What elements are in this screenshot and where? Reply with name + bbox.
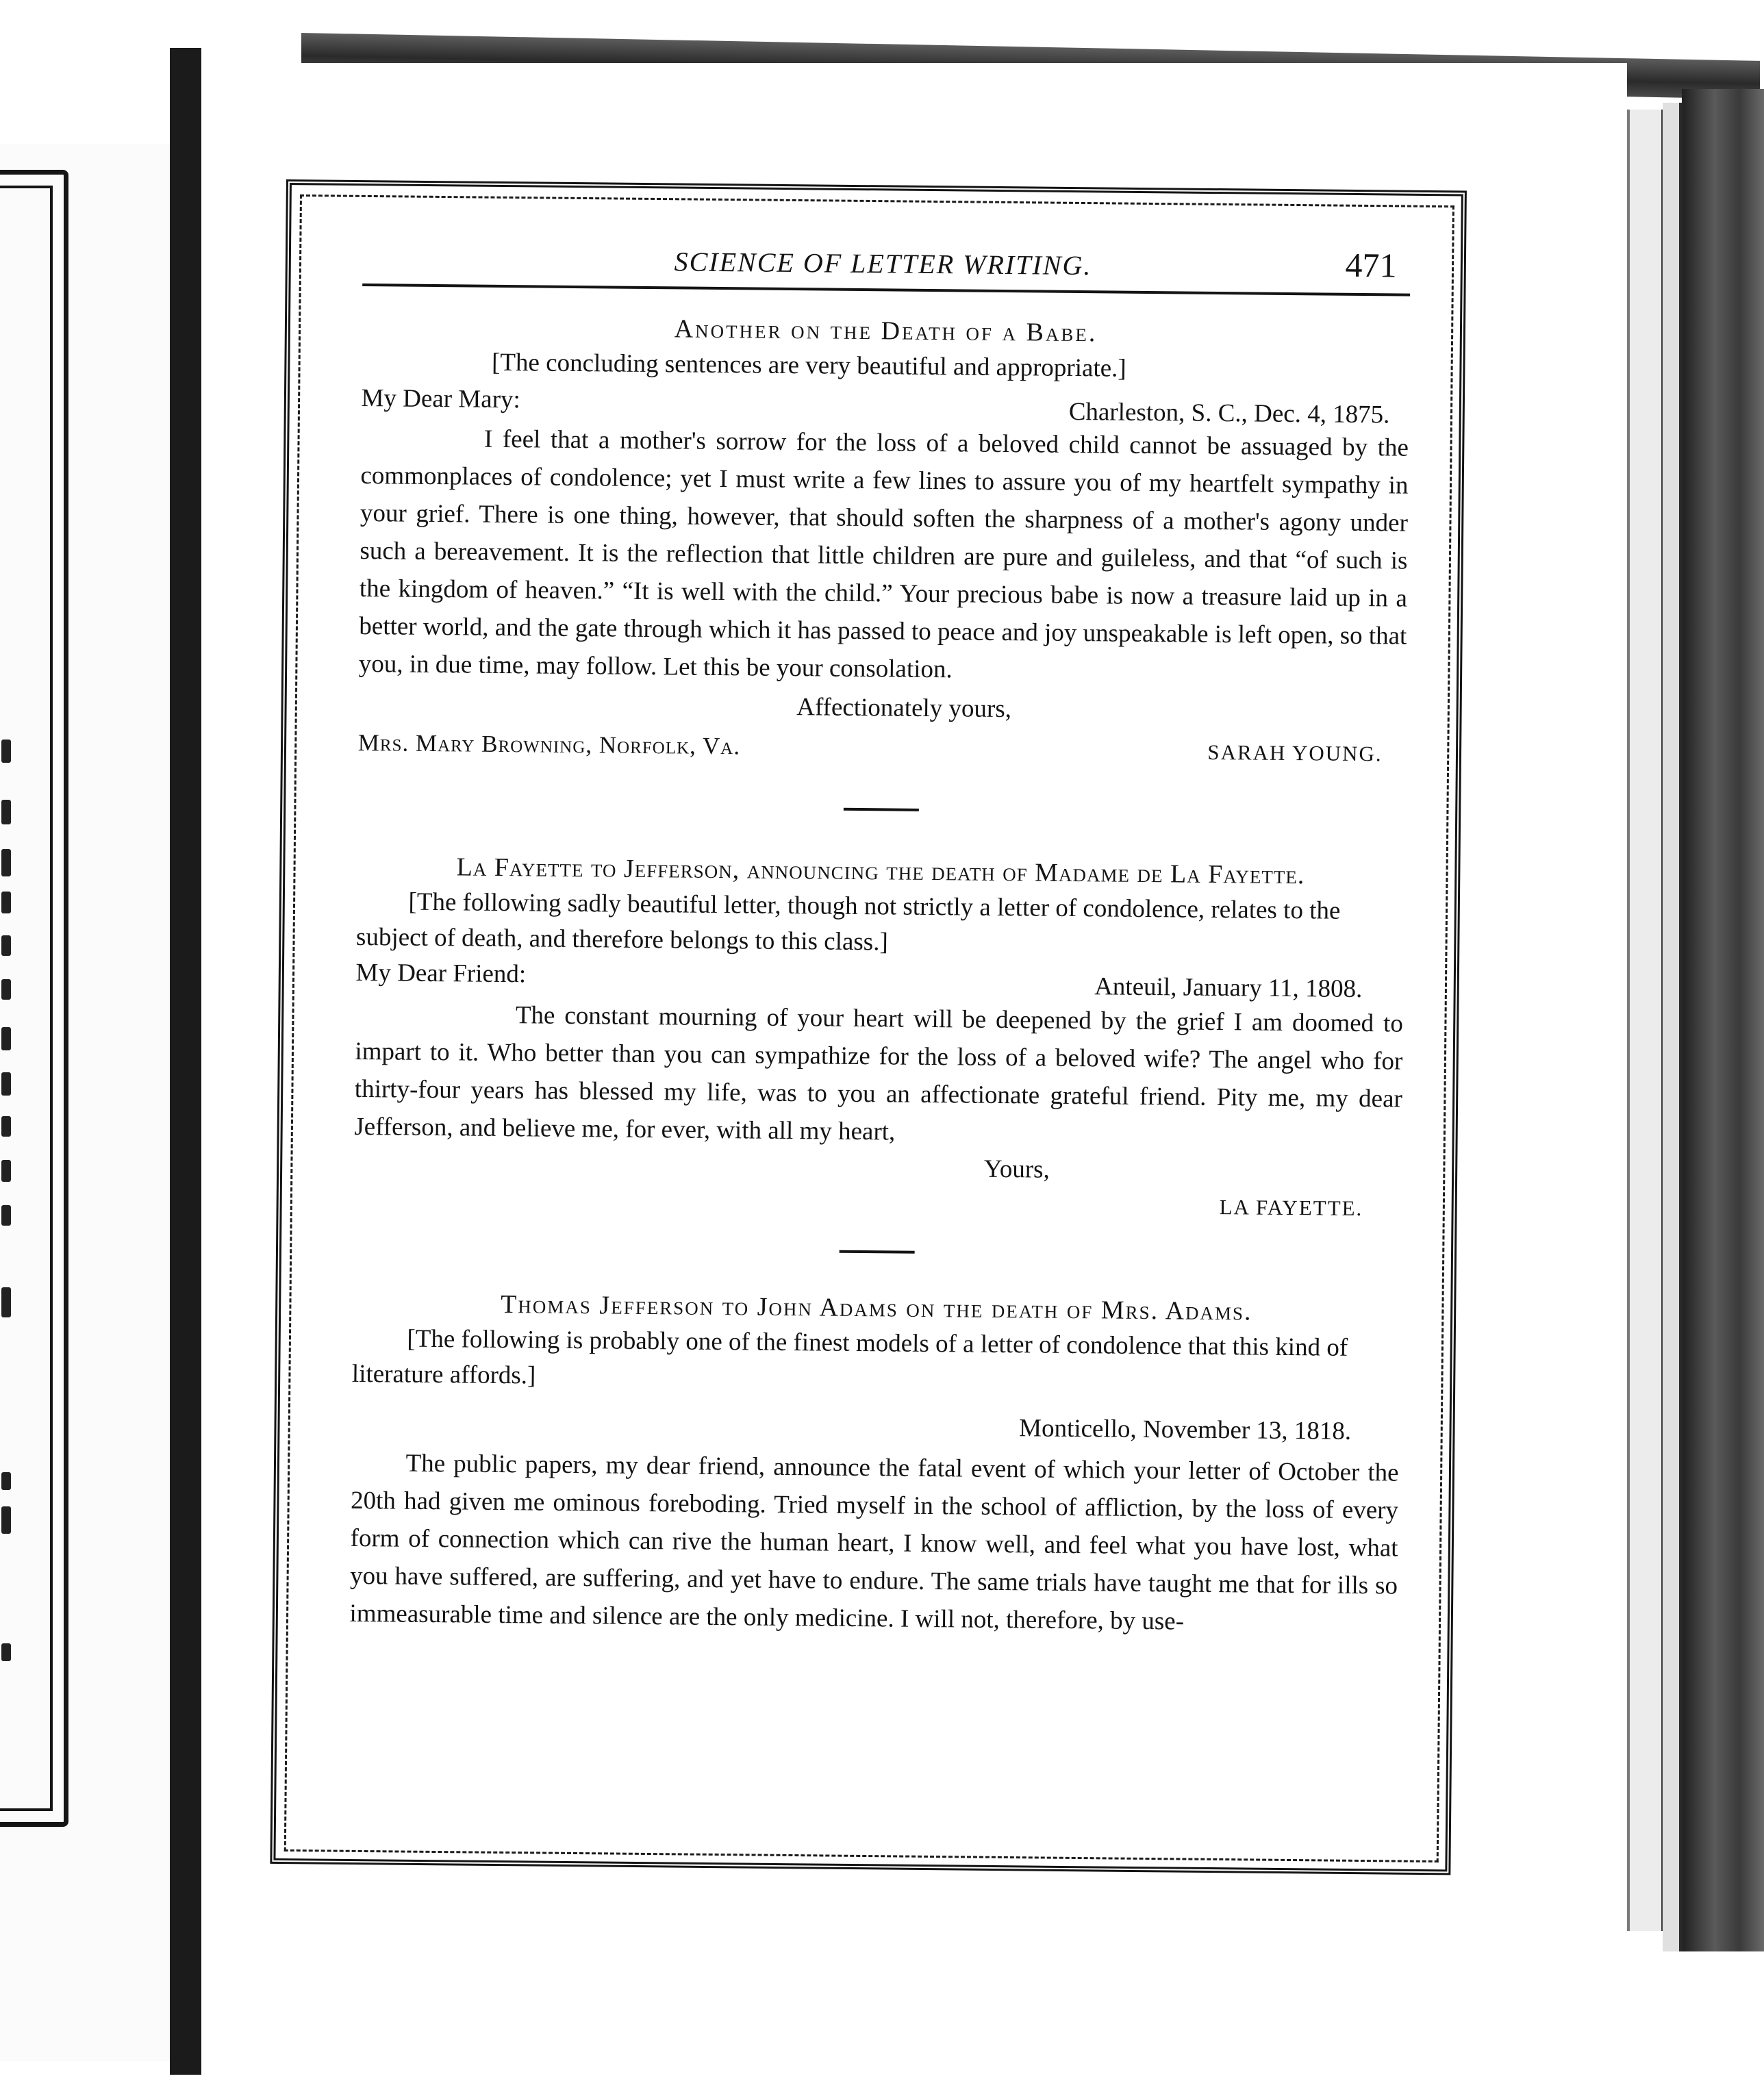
letter-jefferson (349, 1288, 1400, 1643)
closing-row (358, 688, 1406, 734)
editorial-note: [The following is probably one of the finest models of a letter of condolence that this kind of literature affords.] (351, 1324, 1348, 1390)
letter-title: La Fayette to Jefferson, announcing the death of Madame de La Fayette. (456, 852, 1305, 890)
dateline: Charleston, S. C., Dec. 4, 1875. (1068, 397, 1390, 429)
letter-body: The public papers, my dear friend, announce the fatal event of which your letter of October the 20th had given me ominous foreboding. Tried myself in the school of affliction, by the loss of every form of connection which can rive the human heart, I know well, and feel what you have lost, what you have suffered, are suffering, and yet have to endure. The same trials have taught me that for ills so immeasurable time and silence are the only medicine. I will not, therefore, by use- (349, 1449, 1399, 1636)
letter-title: Another on the Death of a Babe. (674, 314, 1098, 348)
salutation: My Dear Friend: (355, 958, 527, 989)
book-right-edge (1682, 89, 1764, 1951)
letter-body: The constant mourning of your heart will be deepened by the grief I am doomed to impart to it. Who better than you can sympathize for the loss of a beloved wife? The angel who for thirty-four years has blessed my life, was to you an affectionate grateful friend. Pity me, my dear Jefferson, and believe me, for ever, with all my heart, (354, 1001, 1404, 1146)
page-edge-stack-outer (1663, 103, 1683, 1951)
dateline: Anteuil, January 11, 1808. (1094, 972, 1363, 1004)
facing-page-text-fragments (0, 0, 21, 2098)
salutation: My Dear Mary: (361, 383, 520, 414)
editorial-note: [The following sadly beautiful letter, though not strictly a letter of condolence, relates to the subject of death, and therefore belongs to this class.] (355, 887, 1341, 957)
gutter-shadow (170, 48, 201, 2075)
closing: Affectionately yours, (796, 693, 1012, 724)
letter-lafayette (353, 851, 1404, 1228)
running-head (362, 226, 1411, 296)
section-divider (840, 1250, 915, 1254)
letter-title: Thomas Jefferson to John Adams on the death of Mrs. Adams. (501, 1290, 1252, 1326)
page-number: 471 (1345, 245, 1397, 285)
section-divider (844, 808, 919, 811)
running-title: SCIENCE OF LETTER WRITING. (674, 246, 1092, 281)
page-content (349, 226, 1411, 1643)
recipient-address: Mrs. Mary Browning, Norfolk, Va. (357, 729, 741, 760)
signature: LA FAYETTE. (1219, 1195, 1363, 1221)
signature: SARAH YOUNG. (1207, 740, 1383, 766)
letter-babe (357, 311, 1409, 781)
dateline: Monticello, November 13, 1818. (1018, 1414, 1352, 1445)
signature-row (357, 729, 1406, 781)
letter-body: I feel that a mother's sorrow for the loss of a beloved child cannot be assuaged by the commonplaces of condolence; yet I must write a few lines to assure you of my heartfelt sympathy in your grief. There is one thing, however, that should soften the sharpness of a mother's agony under such a bereavement. It is the reflection that little children are pure and guileless, and that “of such is the kingdom of heaven.” “It is well with the child.” Your precious babe is now a treasure laid up in a better world, and the gate through which it has passed to peace and joy unspeakable is left open, so that you, in due time, may follow. Let this be your consolation. (358, 425, 1409, 684)
editorial-note: [The concluding sentences are very beautiful and appropriate.] (491, 348, 1126, 383)
page-edge-stack (1627, 110, 1664, 1931)
closing: Yours, (983, 1154, 1050, 1184)
